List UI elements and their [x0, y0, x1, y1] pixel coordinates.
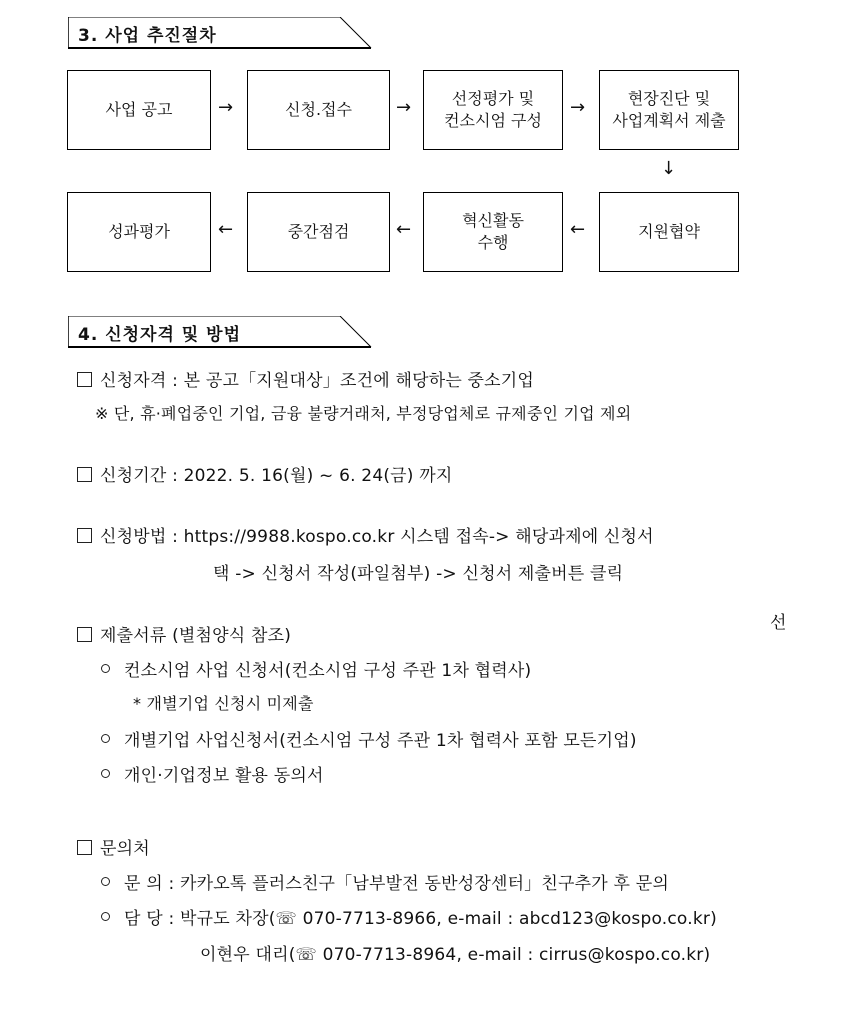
flow-step-agreement: [599, 192, 739, 272]
method-text: 신청방법 : https://9988.kospo.co.kr 시스템 접속-> 해당과제에 신청서: [100, 527, 654, 547]
circle-bullet-icon: [101, 769, 110, 778]
method-line-continued: 택 -> 신청서 작성(파일첨부) -> 신청서 제출버튼 클릭: [213, 564, 624, 584]
circle-bullet-icon: [101, 912, 110, 921]
method-line: [77, 522, 654, 547]
section-4-title: 4. 신청자격 및 방법: [78, 325, 241, 345]
eligibility-note: ※ 단, 휴·폐업중인 기업, 금융 불량거래처, 부정당업체로 규제중인 기업 제외: [95, 404, 632, 423]
docs-item-3: [101, 761, 324, 786]
circle-bullet-icon: [101, 664, 110, 673]
checkbox-square-icon: [77, 627, 92, 642]
docs-title-text: 제출서류 (별첨양식 참조): [100, 626, 292, 646]
docs-item-text: 컨소시엄 사업 신청서(컨소시엄 구성 주관 1차 협력사): [124, 661, 532, 681]
flow-step-label: 선정평가 및 컨소시엄 구성: [444, 89, 542, 130]
docs-title-line: [77, 621, 291, 646]
flow-step-label: 현장진단 및 사업계획서 제출: [612, 89, 726, 130]
docs-item-text: 개인·기업정보 활용 동의서: [124, 766, 324, 786]
arrow-left-2: ←: [396, 219, 412, 240]
arrow-down: ↓: [661, 158, 677, 179]
checkbox-square-icon: [77, 467, 92, 482]
flow-step-evaluation: [67, 192, 211, 272]
flow-step-announcement: [67, 70, 211, 150]
docs-item-1-note: * 개별기업 신청시 미제출: [133, 694, 314, 713]
circle-bullet-icon: [101, 877, 110, 886]
flow-step-selection: [423, 70, 563, 150]
flow-step-diagnosis: [599, 70, 739, 150]
flow-step-label: 사업 공고: [105, 100, 173, 119]
eligibility-line: [77, 366, 534, 391]
flow-step-application: [247, 70, 390, 150]
contact-person-text: 담 당 : 박규도 차장(☏ 070-7713-8966, e-mail : abcd123@kospo.co.kr): [124, 909, 717, 929]
contact-title-line: [77, 834, 150, 859]
flow-step-midcheck: [247, 192, 390, 272]
arrow-right-1: →: [218, 97, 234, 118]
flow-step-label: 중간점검: [287, 222, 350, 241]
arrow-right-2: →: [396, 97, 412, 118]
arrow-left-3: ←: [570, 219, 586, 240]
section-3-header: [68, 17, 373, 49]
docs-item-2: [101, 726, 637, 751]
eligibility-text: 신청자격 : 본 공고「지원대상」조건에 해당하는 중소기업: [100, 371, 535, 391]
checkbox-square-icon: [77, 372, 92, 387]
method-side-char: 선: [770, 613, 787, 633]
contact-person-2: 이현우 대리(☏ 070-7713-8964, e-mail : cirrus@kospo.co.kr): [200, 945, 711, 965]
contact-person-1: [101, 904, 717, 929]
flow-step-innovation: [423, 192, 563, 272]
docs-item-text: 개별기업 사업신청서(컨소시엄 구성 주관 1차 협력사 포함 모든기업): [124, 731, 637, 751]
checkbox-square-icon: [77, 528, 92, 543]
contact-inquiry: [101, 869, 669, 894]
section-3-title: 3. 사업 추진절차: [78, 26, 217, 46]
checkbox-square-icon: [77, 840, 92, 855]
arrow-right-3: →: [570, 97, 586, 118]
circle-bullet-icon: [101, 734, 110, 743]
docs-item-1: [101, 656, 531, 681]
flow-step-label: 혁신활동 수행: [462, 211, 524, 252]
flow-step-label: 신청.접수: [285, 100, 352, 119]
contact-title-text: 문의처: [100, 839, 150, 859]
flow-step-label: 성과평가: [108, 222, 170, 241]
flow-step-label: 지원협약: [638, 222, 700, 241]
contact-inquiry-text: 문 의 : 카카오톡 플러스친구「남부발전 동반성장센터」친구추가 후 문의: [124, 874, 669, 894]
period-text: 신청기간 : 2022. 5. 16(월) ~ 6. 24(금) 까지: [100, 466, 453, 486]
period-line: [77, 461, 452, 486]
section-4-header: [68, 316, 373, 348]
arrow-left-1: ←: [218, 219, 234, 240]
